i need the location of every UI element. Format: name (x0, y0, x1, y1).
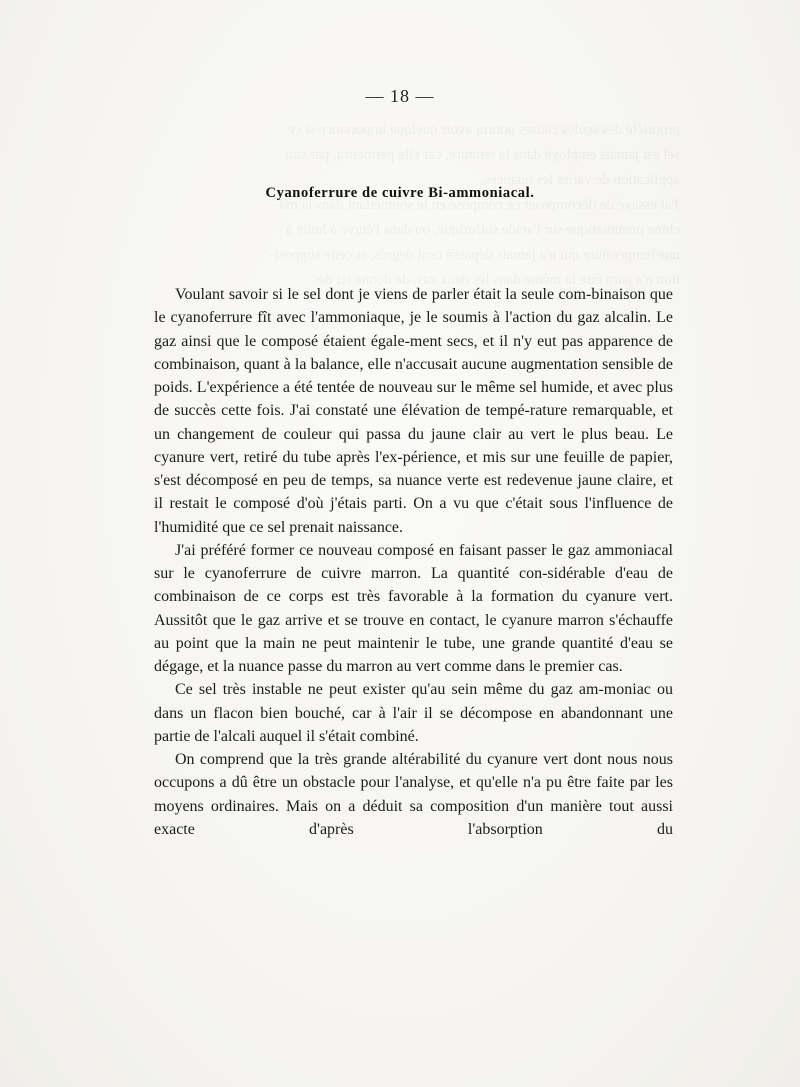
section-heading: Cyanoferrure de cuivre Bi-ammoniacal. (265, 185, 535, 201)
show-through-text: propriété des seules causes pourra avoir quelque importance si ce (288, 122, 680, 138)
body-text (154, 283, 673, 841)
show-through-text: J'ai essayé de décomposer ce composé en le soumettant dans la ma- (274, 197, 680, 213)
paragraph-2: J'ai préféré former ce nouveau composé en faisant passer le gaz ammoniacal sur le cyanoferrure de cuivre marron. La quantité con-sidérable d'eau de combinaison de ce corps est très favorable à la formation du cyanure vert. Aussitôt que le gaz arrive et se trouve en contact, le cyanure marron s'échauffe au point que la main ne peut maintenir le tube, une grande quantité d'eau se dégage, et la nuance passe du marron au vert comme dans le premier cas. (154, 541, 673, 675)
show-through-text: application de varier les nuances. (480, 172, 680, 188)
page-number: — 18 — (365, 86, 435, 106)
show-through-text: chine pneumatique sur l'acide sulfurique, ou dans l'étuve à huile à (285, 222, 680, 238)
paragraph-4: On comprend que la très grande altérabilité du cyanure vert dont nous nous occupons a dû être un obstacle pour l'analyse, et qu'elle n'a pu être faite par les moyens ordinaires. Mais on a déduit sa composition d'un manière tout aussi exacte d'après l'absorption du (154, 751, 673, 838)
show-through-text: sel est jamais employé dans la teinture, car elle permettra, par suit (284, 147, 680, 163)
paragraph-1: Voulant savoir si le sel dont je viens de parler était la seule com-binaison que le cyanoferrure fît avec l'ammoniaque, je le soumis à l'action du gaz alcalin. Le gaz ainsi que le composé étaient égale-ment secs, et il n'y eut pas apparence de combinaison, quant à la balance, elle n'accusait aucune augmentation sensible de poids. L'expérience a été tentée de nouveau sur le même sel humide, et avec plus de succès cette fois. J'ai constaté une élévation de tempé-rature remarquable, et un changement de couleur qui passa du jaune clair au vert le plus beau. Le cyanure vert, retiré du tube après l'ex-périence, et mis sur une feuille de papier, s'est décomposé en peu de temps, sa nuance verte est redevenue jaune claire, et il restait le composé d'où j'étais parti. On a vu que c'était sous l'influence de l'humidité que ce sel prenait naissance. (154, 286, 673, 536)
paragraph-3: Ce sel très instable ne peut exister qu'au sein même du gaz am-moniac ou dans un flacon bien bouché, car à l'air il se décompose en abandonnant une partie de l'alcali auquel il s'était combiné. (154, 681, 673, 745)
show-through-text: tion n'a paru être la même dans les deux cas, de donne ici des (312, 272, 680, 288)
show-through-text: une température qui n'a jamais dépassé cent degrés, et cette supposi- (269, 247, 680, 263)
